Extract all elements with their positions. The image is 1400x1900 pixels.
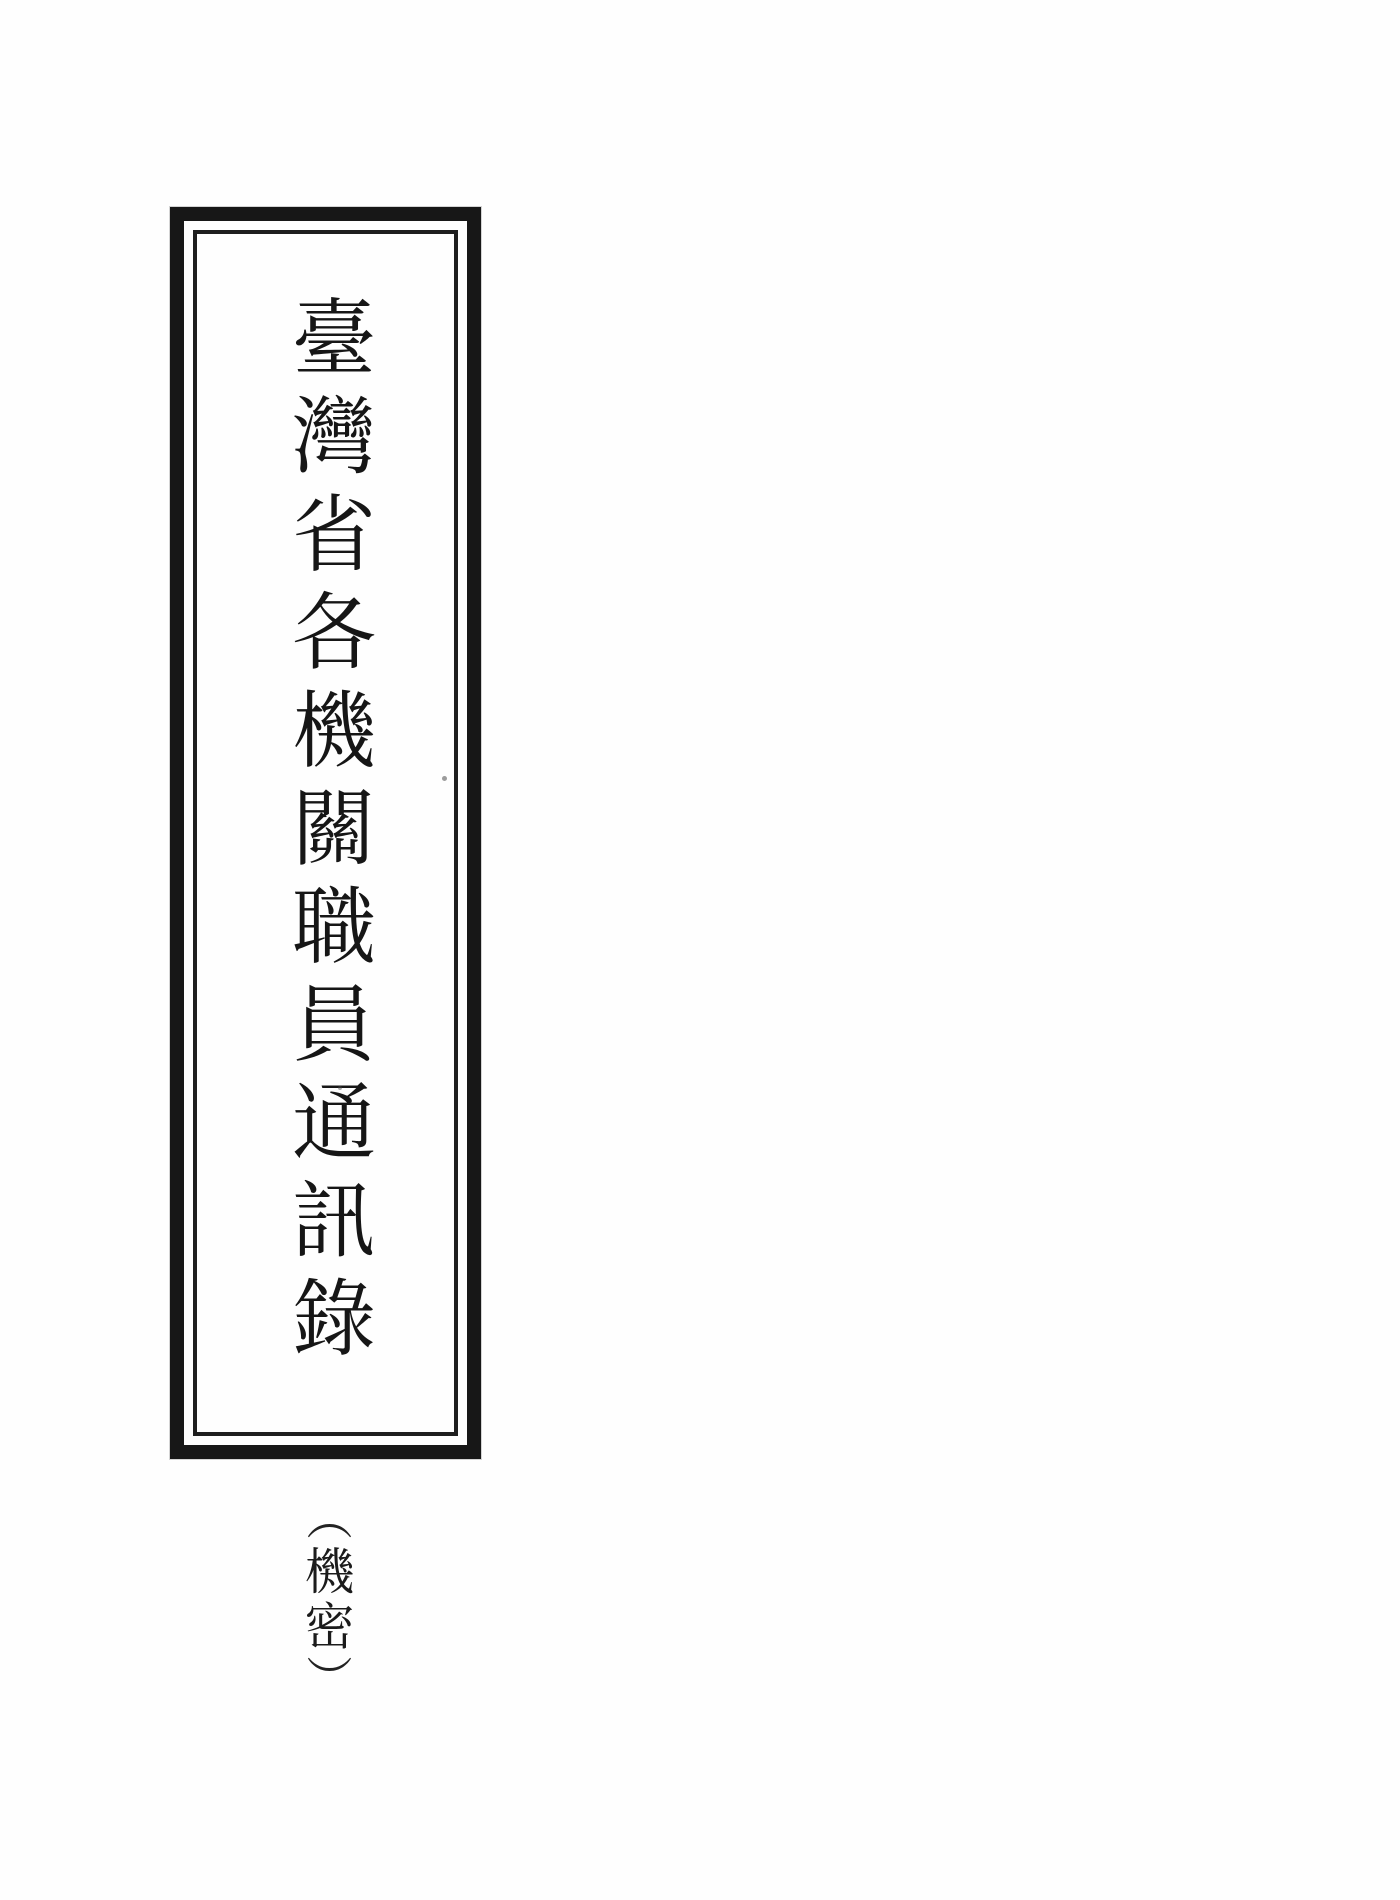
scan-speckle [338,1086,342,1090]
vertical-open-paren: ︵ [300,1494,352,1545]
scan-speckle [442,776,447,781]
title-frame-outer-border [170,207,481,1459]
confidential-label: 機密 [297,1545,354,1655]
book-title: 臺灣省各機關職員通訊錄 [279,294,373,1372]
vertical-close-paren: ︶ [300,1655,352,1706]
classification-mark [170,1494,481,1706]
title-frame-inner-border [193,230,458,1436]
classification-text [297,1494,354,1706]
